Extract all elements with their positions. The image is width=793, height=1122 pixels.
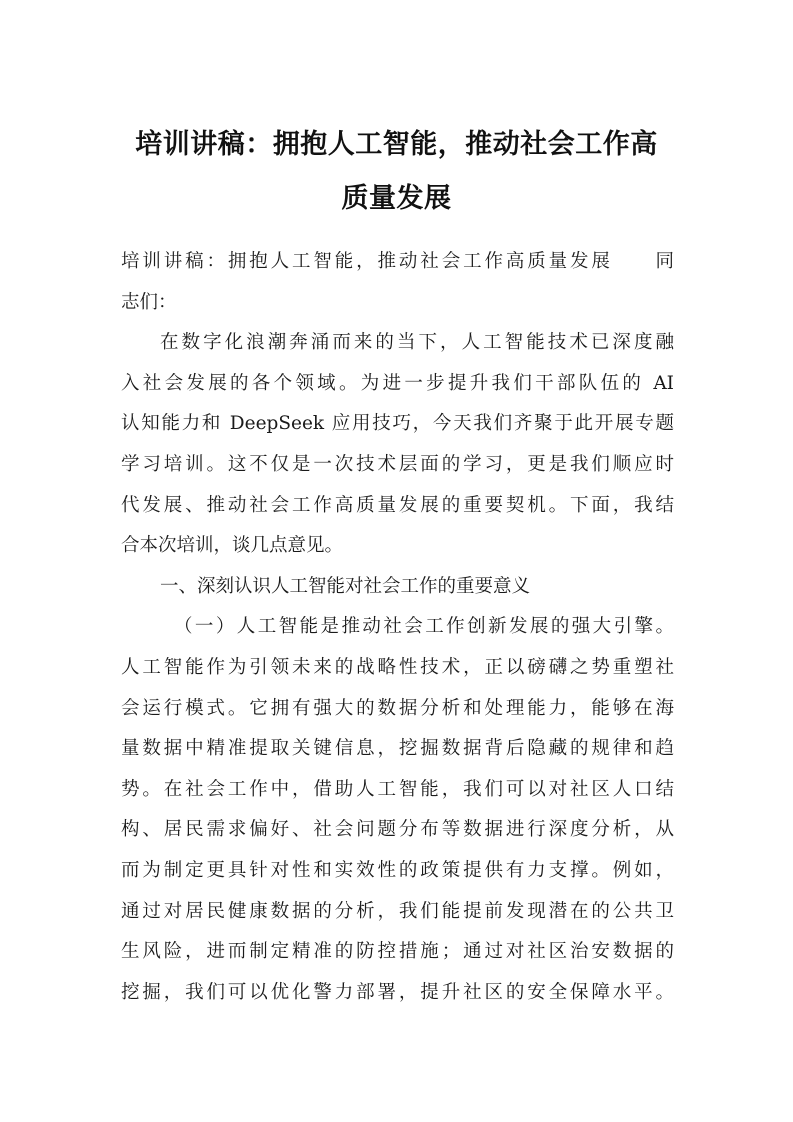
body-line: 入社会发展的各个领域。为进一步提升我们干部队伍的 AI: [121, 372, 674, 394]
body-line: （一）人工智能是推动社会工作创新发展的强大引擎。: [174, 616, 674, 638]
body-line: 在数字化浪潮奔涌而来的当下，人工智能技术已深度融: [160, 332, 674, 354]
body-line: 人工智能作为引领未来的战略性技术，正以磅礴之势重塑社: [121, 656, 674, 678]
body-line: 生风险，进而制定精准的防控措施；通过对社区治安数据的: [121, 941, 674, 963]
body-line: 合本次培训，谈几点意见。: [121, 535, 344, 557]
document-body: [121, 242, 674, 1013]
body-line: 学习培训。这不仅是一次技术层面的学习，更是我们顺应时: [121, 453, 674, 475]
body-line: 培训讲稿：拥抱人工智能，推动社会工作高质量发展 同: [121, 251, 674, 272]
body-line: 挖掘，我们可以优化警力部署，提升社区的安全保障水平。: [121, 981, 674, 1003]
document-title: [110, 118, 683, 226]
body-line: 认知能力和 DeepSeek 应用技巧，今天我们齐聚于此开展专题: [121, 413, 674, 435]
body-line: 会运行模式。它拥有强大的数据分析和处理能力，能够在海: [121, 697, 674, 719]
body-line: 通过对居民健康数据的分析，我们能提前发现潜在的公共卫: [121, 900, 674, 922]
body-line: 量数据中精准提取关键信息，挖掘数据背后隐藏的规律和趋: [121, 738, 674, 760]
body-line: 而为制定更具针对性和实效性的政策提供有力支撑。例如，: [121, 859, 674, 881]
body-line: 势。在社会工作中，借助人工智能，我们可以对社区人口结: [121, 778, 674, 800]
body-line: 代发展、推动社会工作高质量发展的重要契机。下面，我结: [121, 494, 674, 516]
title-line-1: 培训讲稿：拥抱人工智能，推动社会工作高: [135, 129, 658, 160]
body-line: 构、居民需求偏好、社会问题分布等数据进行深度分析，从: [121, 819, 674, 841]
body-line: 一、深刻认识人工智能对社会工作的重要意义: [160, 575, 531, 597]
title-line-2: 质量发展: [341, 183, 452, 214]
body-line: 志们：: [121, 291, 177, 313]
